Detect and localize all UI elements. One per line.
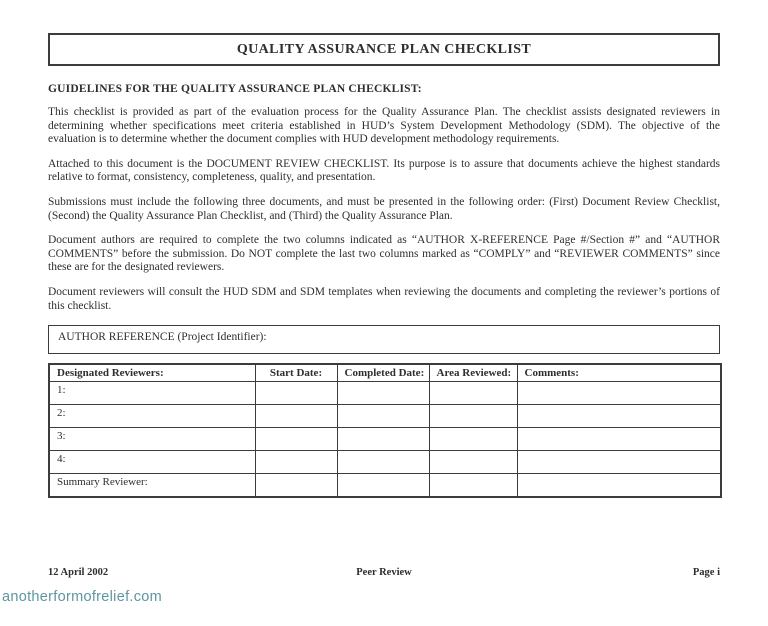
completed-date-cell <box>337 382 429 405</box>
guidelines-paragraph-3: Submissions must include the following three documents, and must be presented in the following order: (First) Document Review Checklist, (Second) the Quality Assurance Plan Checklist, and (Third) the Quality Assurance Plan. <box>48 195 720 222</box>
guidelines-paragraph-1: This checklist is provided as part of the evaluation process for the Quality Assurance Plan. The checklist assists designated reviewers in determining whether specifications meet criteria established in HUD’s System Development Methodology (SDM). The objective of the evaluation is to determine whether the document complies with HUD development methodology requirements. <box>48 106 720 146</box>
page-title: QUALITY ASSURANCE PLAN CHECKLIST <box>236 42 532 57</box>
area-reviewed-cell <box>429 405 517 428</box>
header-completed-date: Completed Date: <box>337 364 429 382</box>
start-date-cell <box>255 474 337 497</box>
table-header-row <box>49 364 721 382</box>
area-reviewed-cell <box>429 382 517 405</box>
document-page <box>0 33 768 498</box>
table-row <box>49 474 721 497</box>
comments-cell <box>517 382 721 405</box>
comments-cell <box>517 405 721 428</box>
reviewer-row-label: Summary Reviewer: <box>49 474 255 497</box>
reviewer-row-label: 4: <box>49 451 255 474</box>
title-box <box>48 33 720 66</box>
area-reviewed-cell <box>429 428 517 451</box>
reviewer-row-label: 2: <box>49 405 255 428</box>
header-comments: Comments: <box>517 364 721 382</box>
completed-date-cell <box>337 428 429 451</box>
reviewer-row-label: 3: <box>49 428 255 451</box>
designated-reviewers-table <box>48 363 722 498</box>
table-row <box>49 428 721 451</box>
area-reviewed-cell <box>429 474 517 497</box>
watermark-text: anotherformofrelief.com <box>2 589 163 605</box>
footer-center-text: Peer Review <box>356 567 412 578</box>
author-reference-box <box>48 325 720 354</box>
comments-cell <box>517 428 721 451</box>
start-date-cell <box>255 382 337 405</box>
footer-date: 12 April 2002 <box>48 567 109 578</box>
start-date-cell <box>255 405 337 428</box>
start-date-cell <box>255 451 337 474</box>
area-reviewed-cell <box>429 451 517 474</box>
reviewer-row-label: 1: <box>49 382 255 405</box>
comments-cell <box>517 451 721 474</box>
table-row <box>49 451 721 474</box>
completed-date-cell <box>337 451 429 474</box>
table-row <box>49 405 721 428</box>
page-footer <box>48 567 720 578</box>
comments-cell <box>517 474 721 497</box>
header-start-date: Start Date: <box>255 364 337 382</box>
start-date-cell <box>255 428 337 451</box>
footer-page-number: Page i <box>692 567 720 578</box>
header-area-reviewed: Area Reviewed: <box>429 364 517 382</box>
guidelines-paragraph-2: Attached to this document is the DOCUMENT REVIEW CHECKLIST. Its purpose is to assure that documents achieve the highest standards relative to format, consistency, completeness, quality, and presentation. <box>48 157 720 184</box>
header-designated-reviewers: Designated Reviewers: <box>49 364 255 382</box>
completed-date-cell <box>337 474 429 497</box>
table-row <box>49 382 721 405</box>
completed-date-cell <box>337 405 429 428</box>
guidelines-heading: GUIDELINES FOR THE QUALITY ASSURANCE PLAN CHECKLIST: <box>48 83 422 95</box>
author-reference-label: AUTHOR REFERENCE (Project Identifier): <box>58 331 267 344</box>
guidelines-paragraph-4: Document authors are required to complete the two columns indicated as “AUTHOR X-REFERENCE Page #/Section #” and “AUTHOR COMMENTS” before the submission. Do NOT complete the last two columns marked as “COMPLY” and “REVIEWER COMMENTS” since these are for the designated reviewers. <box>48 234 720 274</box>
guidelines-paragraph-5: Document reviewers will consult the HUD SDM and SDM templates when reviewing the documents and completing the reviewer’s portions of this checklist. <box>48 285 720 312</box>
